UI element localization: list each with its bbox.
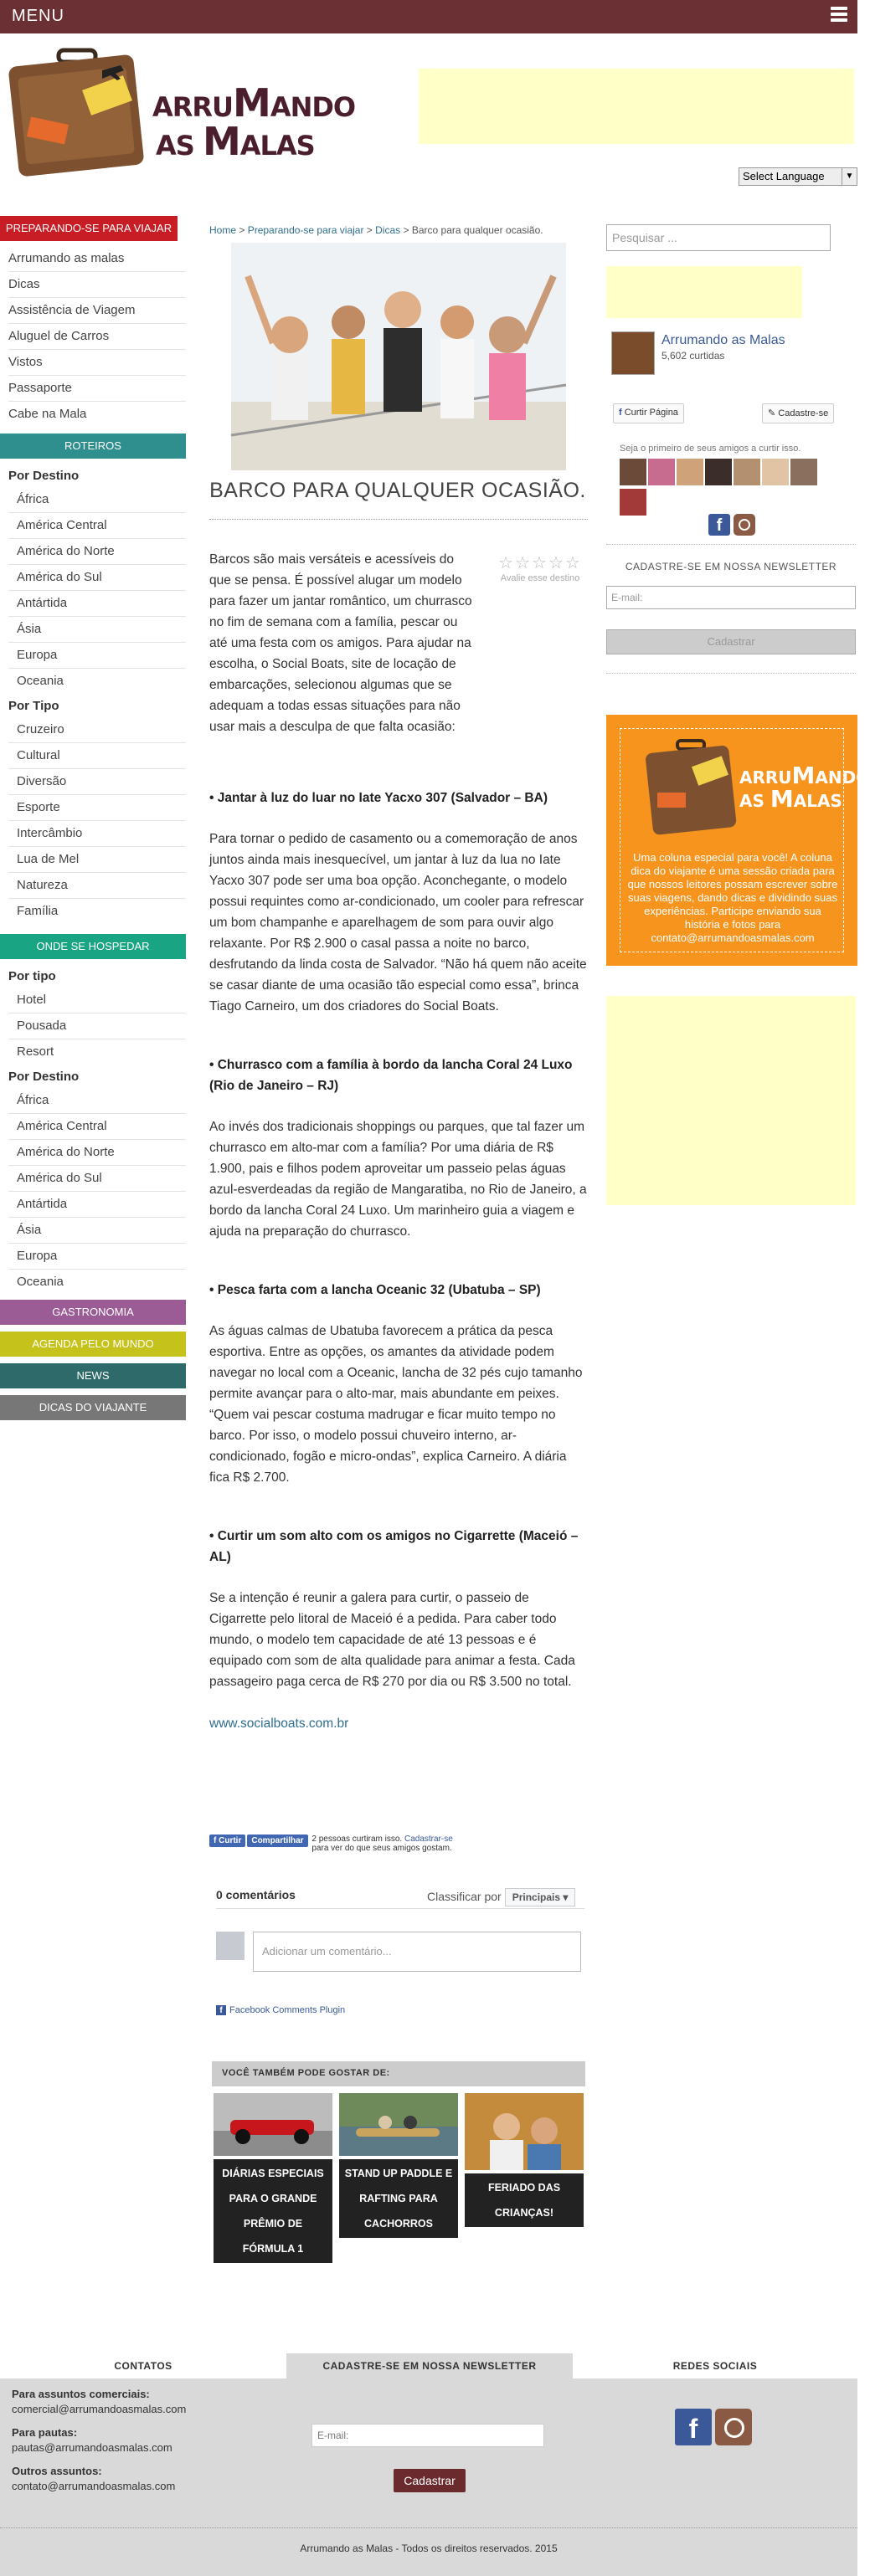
footer-newsletter-email[interactable]: E-mail: <box>311 2424 544 2447</box>
logo-wordmark: ARRUMANDO AS MALAS <box>152 80 356 164</box>
footer-tab-contatos[interactable]: CONTATOS <box>0 2353 286 2378</box>
nav-roteiros-destino-item[interactable]: Ásia <box>17 622 42 636</box>
comments-section <box>209 1878 588 2029</box>
nav-preparando-item[interactable]: Vistos <box>8 355 43 369</box>
newsletter-email-field[interactable]: E-mail: <box>606 586 856 609</box>
nav-roteiros-tipo-item[interactable]: Família <box>17 904 59 918</box>
nav-section-roteiros[interactable]: ROTEIROS <box>0 434 186 459</box>
footer-tab-redes-sociais[interactable]: REDES SOCIAIS <box>573 2353 857 2378</box>
fb-friend-faces <box>620 459 846 487</box>
section-text-churrasco: Ao invés dos tradicionais shoppings ou parques, que tal fazer um churrasco em alto-mar com a família? Por uma diária de R$ 1.900, pais e filhos podem aproveitar um passeio pelas águas azul-esverdeadas da região de Mangaratiba, no Rio de Janeiro, a bordo da lancha Coral 24 Luxo. Um marinheiro guia a viagem e ajuda na preparação do churrasco. <box>209 1120 587 1239</box>
facebook-icon: f <box>216 2005 226 2015</box>
nav-preparando-item[interactable]: Arrumando as malas <box>8 251 125 265</box>
fb-page-name[interactable]: Arrumando as Malas <box>662 333 785 347</box>
menu-label[interactable]: MENU <box>12 7 64 25</box>
nav-group-por-destino-hospedar: Por Destino <box>8 1070 80 1084</box>
section-heading-jantar: • Jantar à luz do luar no Iate Yacxo 307 (Salvador – BA) <box>209 791 548 805</box>
nav-section-onde-se-hospedar[interactable]: ONDE SE HOSPEDAR <box>0 934 186 959</box>
left-navigation <box>0 216 186 1425</box>
comments-divider <box>216 1908 584 1909</box>
nav-preparando-item[interactable]: Dicas <box>8 277 40 291</box>
nav-roteiros-tipo-item[interactable]: Diversão <box>17 774 67 788</box>
footer-divider <box>0 2527 857 2528</box>
footer-social-icons <box>675 2409 752 2445</box>
avatar[interactable] <box>620 489 646 516</box>
sidebar-divider <box>606 673 856 674</box>
suitcase-logo-icon <box>10 49 144 174</box>
nav-roteiros-tipo-item[interactable]: Intercâmbio <box>17 826 83 840</box>
related-card-feriado-criancas[interactable]: FERIADO DAS CRIANÇAS! <box>465 2093 584 2227</box>
article-intro: Barcos são mais versáteis e acessíveis do que se pensa. É possível alugar um modelo para fazer um jantar romântico, um churrasco no fim de semana com a família, pescar ou até uma festa com os amigos. Para ajudar na escolha, o Social Boats, site de locação de embarcações, selecionou algumas que se adequam a todas essas situações para não usar mais a desculpa de que falta ocasião: <box>209 552 472 734</box>
promo-text: Uma coluna especial para você! A coluna dica do viajante é uma sessão criada para que nossos leitores possam escrever sobre suas viagens, dando dicas e dividindo suas experiências. Participe enviando sua história e fotos para contato@arrumandoasmalas.com <box>627 851 838 944</box>
fb-share-button[interactable]: Compartilhar <box>247 1835 307 1847</box>
fb-signup-button[interactable]: ✎ Cadastre-se <box>762 403 834 423</box>
sidebar-ad-small[interactable] <box>606 266 802 318</box>
nav-hospedar-destino-item[interactable]: América do Norte <box>17 1145 115 1159</box>
contact-label-outros: Outros assuntos: <box>12 2465 102 2477</box>
nav-group-por-tipo: Por Tipo <box>8 699 59 713</box>
related-image-dogs <box>339 2093 458 2156</box>
nav-section-news[interactable]: NEWS <box>0 1363 186 1388</box>
avatar[interactable] <box>648 459 675 485</box>
nav-preparando-item[interactable]: Assistência de Viagem <box>8 303 136 317</box>
nav-section-gastronomia[interactable]: GASTRONOMIA <box>0 1300 186 1325</box>
nav-roteiros-tipo-item[interactable]: Lua de Mel <box>17 852 80 866</box>
contact-email-pautas[interactable]: pautas@arrumandoasmalas.com <box>12 2441 172 2454</box>
fb-page-logo[interactable] <box>611 331 655 375</box>
nav-hospedar-destino-item[interactable]: África <box>17 1093 49 1107</box>
avatar[interactable] <box>705 459 732 485</box>
nav-group-por-tipo-hospedar: Por tipo <box>8 969 56 983</box>
rating-stars[interactable]: ☆☆☆☆☆ <box>498 554 582 572</box>
breadcrumb-subcategory[interactable]: Dicas <box>375 224 401 236</box>
site-logo[interactable] <box>10 49 356 174</box>
contact-email-outros[interactable]: contato@arrumandoasmalas.com <box>12 2480 176 2492</box>
nav-roteiros-tipo-item[interactable]: Cruzeiro <box>17 722 64 736</box>
nav-roteiros-destino-item[interactable]: Antártida <box>17 596 68 610</box>
sidebar-ad-large[interactable] <box>606 996 856 1205</box>
sidebar-divider <box>606 544 856 545</box>
suitcase-logo-icon <box>646 739 738 835</box>
nav-roteiros-destino-item[interactable]: África <box>17 492 49 506</box>
nav-roteiros-destino-item[interactable]: Europa <box>17 648 58 662</box>
section-text-pesca: As águas calmas de Ubatuba favorecem a prática da pesca esportiva. Entre as opções, os amantes da atividade podem navegar no local com a Oceanic, lancha de 32 pés cujo tamanho permite avançar para o alto-mar, mais abundante em peixes. “Quem vai pescar costuma madrugar e ficar muito tempo no barco. Por isso, o modelo possui chuveiro interno, ar-condicionado, fogão e micro-ondas”, explica Carneiro. A diária fica R$ 2.700. <box>209 1324 583 1485</box>
dica-do-viajante-promo[interactable] <box>606 715 870 966</box>
breadcrumb-home[interactable]: Home <box>209 224 237 236</box>
article-title: BARCO PARA QUALQUER OCASIÃO. <box>209 479 586 502</box>
contact-label-comercial: Para assuntos comerciais: <box>12 2388 150 2400</box>
search-input[interactable]: Pesquisar ... <box>606 224 831 251</box>
footer-tab-newsletter[interactable]: CADASTRE-SE EM NOSSA NEWSLETTER <box>286 2353 573 2378</box>
nav-hospedar-tipo-item[interactable]: Hotel <box>17 993 47 1007</box>
section-heading-churrasco: • Churrasco com a família à bordo da lancha Coral 24 Luxo (Rio de Janeiro – RJ) <box>209 1058 573 1093</box>
sidebar-social-icons <box>708 514 755 537</box>
copyright-text: Arrumando as Malas - Todos os direitos reservados. 2015 <box>300 2543 558 2554</box>
related-posts <box>212 2061 585 2279</box>
promo-logo <box>646 739 870 839</box>
nav-roteiros-destino-item[interactable]: América do Norte <box>17 544 115 558</box>
instagram-icon[interactable] <box>734 514 755 536</box>
facebook-page-box <box>611 328 846 512</box>
related-card-stand-up-paddle[interactable]: STAND UP PADDLE E RAFTING PARA CACHORROS <box>339 2093 458 2238</box>
section-text-som: Se a intenção é reunir a galera para curtir, o passeio de Cigarrette pelo litoral de Maceió é a pedida. Para caber todo mundo, o modelo tem capacidade de até 13 pessoas e é equipado com som de alta qualidade para animar a festa. Cada passageiro paga cerca de R$ 270 por dia ou R$ 3.500 no total. <box>209 1591 575 1689</box>
fb-signup-link[interactable]: Cadastrar-se <box>404 1835 453 1844</box>
facebook-icon: f <box>214 1836 219 1845</box>
comments-count: 0 comentários <box>216 1888 296 1901</box>
title-divider <box>209 519 588 520</box>
breadcrumb-category[interactable]: Preparando-se para viajar <box>247 224 364 236</box>
nav-section-preparando[interactable]: PREPARANDO-SE PARA VIAJAR <box>0 216 178 241</box>
avatar[interactable] <box>677 459 703 485</box>
avatar[interactable] <box>734 459 760 485</box>
avatar[interactable] <box>620 459 646 485</box>
hamburger-menu-icon[interactable] <box>831 7 847 23</box>
nav-preparando-item[interactable]: Passaporte <box>8 381 72 395</box>
header-ad-banner[interactable] <box>419 69 854 144</box>
nav-hospedar-destino-item[interactable]: Antártida <box>17 1197 68 1211</box>
facebook-like-bar <box>209 1835 471 1860</box>
nav-preparando-item[interactable]: Aluguel de Carros <box>8 329 110 343</box>
fb-like-page-button[interactable]: f Curtir Página <box>613 403 684 423</box>
fb-like-count: 5,602 curtidas <box>662 350 725 362</box>
nav-preparando-item[interactable]: Cabe na Mala <box>8 407 87 421</box>
footer-newsletter-button[interactable]: Cadastrar <box>394 2469 466 2492</box>
avatar <box>216 1932 245 1960</box>
nav-roteiros-destino-item[interactable]: Oceania <box>17 674 64 688</box>
footer-contacts <box>12 2387 280 2494</box>
nav-roteiros-destino-item[interactable]: América do Sul <box>17 570 102 584</box>
nav-roteiros-destino-item[interactable]: América Central <box>17 518 107 532</box>
fb-like-button[interactable]: f Curtir <box>209 1835 245 1847</box>
nav-hospedar-destino-item[interactable]: Ásia <box>17 1223 42 1237</box>
section-heading-pesca: • Pesca farta com a lancha Oceanic 32 (Ubatuba – SP) <box>209 1283 541 1297</box>
pencil-icon: ✎ <box>768 408 779 418</box>
nav-hospedar-tipo-item[interactable]: Pousada <box>17 1019 67 1033</box>
chevron-down-icon: ▼ <box>842 168 857 185</box>
article-hero-image <box>231 243 566 470</box>
promo-wordmark: ARRUMANDO AS MALAS <box>739 762 870 813</box>
promo-border <box>620 728 870 952</box>
breadcrumb: Home > Preparando-se para viajar > Dicas > Barco para qualquer ocasião. <box>209 224 543 236</box>
language-select[interactable]: Select Language ▼ <box>739 167 857 186</box>
nav-roteiros-tipo-item[interactable]: Esporte <box>17 800 60 814</box>
nav-section-dicas-viajante[interactable]: DICAS DO VIAJANTE <box>0 1395 186 1420</box>
top-bar <box>0 0 857 33</box>
facebook-icon[interactable]: f <box>675 2409 712 2445</box>
facebook-icon: f <box>619 408 625 418</box>
article-body <box>209 549 588 1755</box>
related-image-kids <box>465 2093 584 2170</box>
section-heading-som: • Curtir um som alto com os amigos no Cigarrette (Maceió – AL) <box>209 1529 579 1564</box>
related-heading: VOCÊ TAMBÉM PODE GOSTAR DE: <box>212 2061 585 2086</box>
fb-like-text: 2 pessoas curtiram isso. Cadastrar-se para ver do que seus amigos gostam. <box>311 1835 453 1853</box>
related-card-formula1[interactable]: DIÁRIAS ESPECIAIS PARA O GRANDE PRÊMIO DE FÓRMULA 1 <box>214 2093 332 2263</box>
comments-sort: Classificar por Principais ▾ <box>427 1888 575 1906</box>
nav-hospedar-destino-item[interactable]: América Central <box>17 1119 107 1133</box>
nav-section-agenda[interactable]: AGENDA PELO MUNDO <box>0 1332 186 1357</box>
nav-group-por-destino: Por Destino <box>8 469 80 483</box>
fb-friends-text: Seja o primeiro de seus amigos a curtir isso. <box>620 444 801 454</box>
nav-hospedar-tipo-item[interactable]: Resort <box>17 1044 54 1059</box>
avatar[interactable] <box>790 459 817 485</box>
instagram-icon[interactable] <box>715 2409 752 2445</box>
comments-sort-select[interactable]: Principais ▾ <box>505 1888 576 1906</box>
related-image-formula1 <box>214 2093 332 2156</box>
newsletter-title: CADASTRE-SE EM NOSSA NEWSLETTER <box>625 561 837 572</box>
nav-hospedar-destino-item[interactable]: Oceania <box>17 1275 64 1289</box>
breadcrumb-current: Barco para qualquer ocasião. <box>411 224 543 236</box>
section-text-jantar: Para tornar o pedido de casamento ou a comemoração de anos juntos ainda mais inesquecível, um jantar à luz da lua no Iate Yacxo 307 pode ser uma boa opção. Aconchegante, o modelo possui requintes como ar-condicionado, um cooler para refrescar um bom champanhe e aparelhagem de som para ouvir algo relaxante. Por R$ 2.900 o casal passa a noite no barco, desfrutando da linda costa de Salvador. “Não há quem não aceite se casar diante de uma ocasião tão especial como essa”, brinca Tiago Carneiro, um dos criadores do Social Boats. <box>209 832 587 1013</box>
nav-hospedar-destino-item[interactable]: Europa <box>17 1249 58 1263</box>
socialboats-link[interactable]: www.socialboats.com.br <box>209 1716 349 1731</box>
avatar[interactable] <box>762 459 789 485</box>
fb-comments-plugin-link[interactable]: f Facebook Comments Plugin <box>216 2005 345 2015</box>
nav-roteiros-tipo-item[interactable]: Cultural <box>17 748 60 762</box>
comment-input[interactable]: Adicionar um comentário... <box>253 1932 581 1972</box>
contact-label-pautas: Para pautas: <box>12 2426 78 2439</box>
newsletter-submit-button[interactable]: Cadastrar <box>606 629 856 654</box>
rating-caption: Avalie esse destino <box>500 573 580 583</box>
contact-email-comercial[interactable]: comercial@arrumandoasmalas.com <box>12 2403 187 2415</box>
facebook-icon[interactable]: f <box>708 514 730 536</box>
nav-roteiros-tipo-item[interactable]: Natureza <box>17 878 68 892</box>
nav-hospedar-destino-item[interactable]: América do Sul <box>17 1171 102 1185</box>
